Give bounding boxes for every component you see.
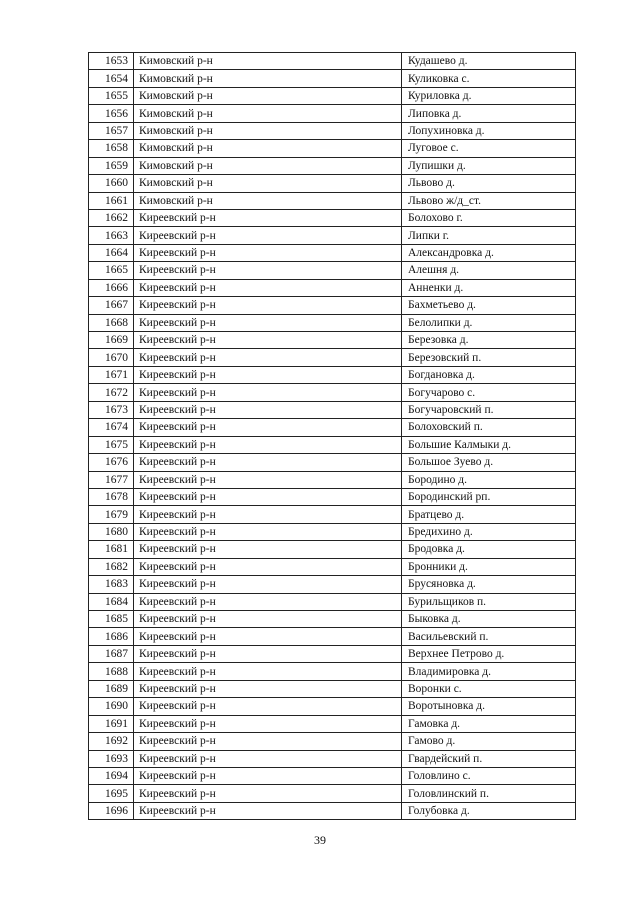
settlement-cell: Голубовка д. bbox=[402, 802, 576, 819]
table-row bbox=[89, 384, 576, 401]
table-row bbox=[89, 767, 576, 784]
district-cell: Киреевский р-н bbox=[134, 750, 402, 767]
settlement-cell: Куликовка с. bbox=[402, 70, 576, 87]
table-row bbox=[89, 297, 576, 314]
row-number-cell: 1672 bbox=[89, 384, 134, 401]
row-number-cell: 1685 bbox=[89, 611, 134, 628]
table-row bbox=[89, 628, 576, 645]
row-number-cell: 1690 bbox=[89, 698, 134, 715]
settlement-cell: Братцево д. bbox=[402, 506, 576, 523]
settlement-cell: Богучаровский п. bbox=[402, 401, 576, 418]
district-cell: Киреевский р-н bbox=[134, 680, 402, 697]
settlement-cell: Большие Калмыки д. bbox=[402, 436, 576, 453]
page-number: 39 bbox=[314, 833, 326, 847]
district-cell: Кимовский р-н bbox=[134, 175, 402, 192]
settlement-cell: Бурильщиков п. bbox=[402, 593, 576, 610]
settlement-cell: Березовский п. bbox=[402, 349, 576, 366]
table-row bbox=[89, 87, 576, 104]
table-row bbox=[89, 558, 576, 575]
settlement-cell: Кудашево д. bbox=[402, 53, 576, 70]
row-number-cell: 1688 bbox=[89, 663, 134, 680]
row-number-cell: 1695 bbox=[89, 785, 134, 802]
settlement-cell: Головлино с. bbox=[402, 767, 576, 784]
row-number-cell: 1686 bbox=[89, 628, 134, 645]
row-number-cell: 1665 bbox=[89, 262, 134, 279]
table-row bbox=[89, 750, 576, 767]
table-row bbox=[89, 175, 576, 192]
district-cell: Киреевский р-н bbox=[134, 332, 402, 349]
district-cell: Кимовский р-н bbox=[134, 140, 402, 157]
district-cell: Киреевский р-н bbox=[134, 611, 402, 628]
row-number-cell: 1656 bbox=[89, 105, 134, 122]
table-row bbox=[89, 53, 576, 70]
row-number-cell: 1692 bbox=[89, 733, 134, 750]
district-cell: Киреевский р-н bbox=[134, 297, 402, 314]
row-number-cell: 1659 bbox=[89, 157, 134, 174]
row-number-cell: 1693 bbox=[89, 750, 134, 767]
district-cell: Кимовский р-н bbox=[134, 53, 402, 70]
district-cell: Киреевский р-н bbox=[134, 628, 402, 645]
table-row bbox=[89, 366, 576, 383]
settlement-cell: Верхнее Петрово д. bbox=[402, 645, 576, 662]
settlement-cell: Львово ж/д_ст. bbox=[402, 192, 576, 209]
district-cell: Киреевский р-н bbox=[134, 593, 402, 610]
district-cell: Киреевский р-н bbox=[134, 523, 402, 540]
table-row bbox=[89, 209, 576, 226]
table-row bbox=[89, 488, 576, 505]
district-cell: Киреевский р-н bbox=[134, 454, 402, 471]
table-row bbox=[89, 611, 576, 628]
settlement-cell: Бронники д. bbox=[402, 558, 576, 575]
settlement-cell: Гамовка д. bbox=[402, 715, 576, 732]
district-cell: Киреевский р-н bbox=[134, 558, 402, 575]
settlement-cell: Куриловка д. bbox=[402, 87, 576, 104]
settlement-cell: Владимировка д. bbox=[402, 663, 576, 680]
row-number-cell: 1683 bbox=[89, 576, 134, 593]
table-row bbox=[89, 680, 576, 697]
district-cell: Киреевский р-н bbox=[134, 576, 402, 593]
settlements-table bbox=[88, 52, 576, 820]
settlement-cell: Головлинский п. bbox=[402, 785, 576, 802]
settlement-cell: Бродовка д. bbox=[402, 541, 576, 558]
row-number-cell: 1691 bbox=[89, 715, 134, 732]
district-cell: Киреевский р-н bbox=[134, 506, 402, 523]
settlement-cell: Болоховский п. bbox=[402, 419, 576, 436]
table-row bbox=[89, 645, 576, 662]
district-cell: Киреевский р-н bbox=[134, 541, 402, 558]
row-number-cell: 1675 bbox=[89, 436, 134, 453]
table-row bbox=[89, 471, 576, 488]
settlement-cell: Лопухиновка д. bbox=[402, 122, 576, 139]
row-number-cell: 1653 bbox=[89, 53, 134, 70]
row-number-cell: 1676 bbox=[89, 454, 134, 471]
district-cell: Киреевский р-н bbox=[134, 802, 402, 819]
row-number-cell: 1673 bbox=[89, 401, 134, 418]
district-cell: Кимовский р-н bbox=[134, 87, 402, 104]
row-number-cell: 1684 bbox=[89, 593, 134, 610]
table-row bbox=[89, 715, 576, 732]
table-row bbox=[89, 733, 576, 750]
district-cell: Киреевский р-н bbox=[134, 645, 402, 662]
district-cell: Киреевский р-н bbox=[134, 785, 402, 802]
table-row bbox=[89, 227, 576, 244]
row-number-cell: 1658 bbox=[89, 140, 134, 157]
row-number-cell: 1668 bbox=[89, 314, 134, 331]
district-cell: Киреевский р-н bbox=[134, 314, 402, 331]
table-row bbox=[89, 314, 576, 331]
row-number-cell: 1654 bbox=[89, 70, 134, 87]
table-row bbox=[89, 157, 576, 174]
settlement-cell: Липовка д. bbox=[402, 105, 576, 122]
district-cell: Киреевский р-н bbox=[134, 733, 402, 750]
table-row bbox=[89, 523, 576, 540]
settlement-cell: Воронки с. bbox=[402, 680, 576, 697]
district-cell: Киреевский р-н bbox=[134, 663, 402, 680]
row-number-cell: 1666 bbox=[89, 279, 134, 296]
district-cell: Киреевский р-н bbox=[134, 349, 402, 366]
row-number-cell: 1655 bbox=[89, 87, 134, 104]
settlement-cell: Брусяновка д. bbox=[402, 576, 576, 593]
district-cell: Киреевский р-н bbox=[134, 279, 402, 296]
settlement-cell: Луговое с. bbox=[402, 140, 576, 157]
settlement-cell: Алешня д. bbox=[402, 262, 576, 279]
row-number-cell: 1677 bbox=[89, 471, 134, 488]
row-number-cell: 1669 bbox=[89, 332, 134, 349]
table-row bbox=[89, 401, 576, 418]
row-number-cell: 1674 bbox=[89, 419, 134, 436]
settlement-cell: Большое Зуево д. bbox=[402, 454, 576, 471]
row-number-cell: 1657 bbox=[89, 122, 134, 139]
settlement-cell: Бредихино д. bbox=[402, 523, 576, 540]
row-number-cell: 1680 bbox=[89, 523, 134, 540]
row-number-cell: 1696 bbox=[89, 802, 134, 819]
row-number-cell: 1661 bbox=[89, 192, 134, 209]
settlement-cell: Анненки д. bbox=[402, 279, 576, 296]
settlement-cell: Александровка д. bbox=[402, 244, 576, 261]
district-cell: Киреевский р-н bbox=[134, 244, 402, 261]
settlement-cell: Болохово г. bbox=[402, 209, 576, 226]
row-number-cell: 1694 bbox=[89, 767, 134, 784]
district-cell: Киреевский р-н bbox=[134, 384, 402, 401]
table-row bbox=[89, 436, 576, 453]
district-cell: Киреевский р-н bbox=[134, 488, 402, 505]
settlement-cell: Воротыновка д. bbox=[402, 698, 576, 715]
row-number-cell: 1687 bbox=[89, 645, 134, 662]
district-cell: Киреевский р-н bbox=[134, 767, 402, 784]
settlement-cell: Васильевский п. bbox=[402, 628, 576, 645]
row-number-cell: 1682 bbox=[89, 558, 134, 575]
district-cell: Кимовский р-н bbox=[134, 122, 402, 139]
district-cell: Киреевский р-н bbox=[134, 715, 402, 732]
row-number-cell: 1689 bbox=[89, 680, 134, 697]
settlement-cell: Львово д. bbox=[402, 175, 576, 192]
row-number-cell: 1679 bbox=[89, 506, 134, 523]
row-number-cell: 1681 bbox=[89, 541, 134, 558]
table-row bbox=[89, 332, 576, 349]
table-row bbox=[89, 698, 576, 715]
table-row bbox=[89, 262, 576, 279]
district-cell: Кимовский р-н bbox=[134, 192, 402, 209]
district-cell: Киреевский р-н bbox=[134, 366, 402, 383]
district-cell: Киреевский р-н bbox=[134, 698, 402, 715]
settlement-cell: Белолипки д. bbox=[402, 314, 576, 331]
settlement-cell: Березовка д. bbox=[402, 332, 576, 349]
table-row bbox=[89, 140, 576, 157]
table-row bbox=[89, 349, 576, 366]
district-cell: Киреевский р-н bbox=[134, 209, 402, 226]
settlement-cell: Липки г. bbox=[402, 227, 576, 244]
district-cell: Киреевский р-н bbox=[134, 227, 402, 244]
table-row bbox=[89, 785, 576, 802]
table-row bbox=[89, 244, 576, 261]
district-cell: Киреевский р-н bbox=[134, 436, 402, 453]
table-row bbox=[89, 663, 576, 680]
row-number-cell: 1663 bbox=[89, 227, 134, 244]
table-row bbox=[89, 802, 576, 819]
district-cell: Киреевский р-н bbox=[134, 401, 402, 418]
row-number-cell: 1670 bbox=[89, 349, 134, 366]
settlements-table-body bbox=[89, 53, 576, 820]
table-row bbox=[89, 279, 576, 296]
row-number-cell: 1664 bbox=[89, 244, 134, 261]
settlement-cell: Лупишки д. bbox=[402, 157, 576, 174]
row-number-cell: 1667 bbox=[89, 297, 134, 314]
settlement-cell: Быковка д. bbox=[402, 611, 576, 628]
row-number-cell: 1678 bbox=[89, 488, 134, 505]
table-row bbox=[89, 419, 576, 436]
district-cell: Кимовский р-н bbox=[134, 70, 402, 87]
district-cell: Киреевский р-н bbox=[134, 419, 402, 436]
district-cell: Кимовский р-н bbox=[134, 105, 402, 122]
table-row bbox=[89, 122, 576, 139]
settlement-cell: Бахметьево д. bbox=[402, 297, 576, 314]
row-number-cell: 1662 bbox=[89, 209, 134, 226]
table-row bbox=[89, 593, 576, 610]
table-row bbox=[89, 192, 576, 209]
table-row bbox=[89, 70, 576, 87]
district-cell: Киреевский р-н bbox=[134, 262, 402, 279]
district-cell: Кимовский р-н bbox=[134, 157, 402, 174]
row-number-cell: 1660 bbox=[89, 175, 134, 192]
table-row bbox=[89, 506, 576, 523]
settlement-cell: Бородинский рп. bbox=[402, 488, 576, 505]
row-number-cell: 1671 bbox=[89, 366, 134, 383]
table-row bbox=[89, 576, 576, 593]
district-cell: Киреевский р-н bbox=[134, 471, 402, 488]
table-row bbox=[89, 105, 576, 122]
table-row bbox=[89, 541, 576, 558]
settlement-cell: Гамово д. bbox=[402, 733, 576, 750]
table-row bbox=[89, 454, 576, 471]
settlement-cell: Бородино д. bbox=[402, 471, 576, 488]
settlement-cell: Богдановка д. bbox=[402, 366, 576, 383]
settlement-cell: Богучарово с. bbox=[402, 384, 576, 401]
settlement-cell: Гвардейский п. bbox=[402, 750, 576, 767]
